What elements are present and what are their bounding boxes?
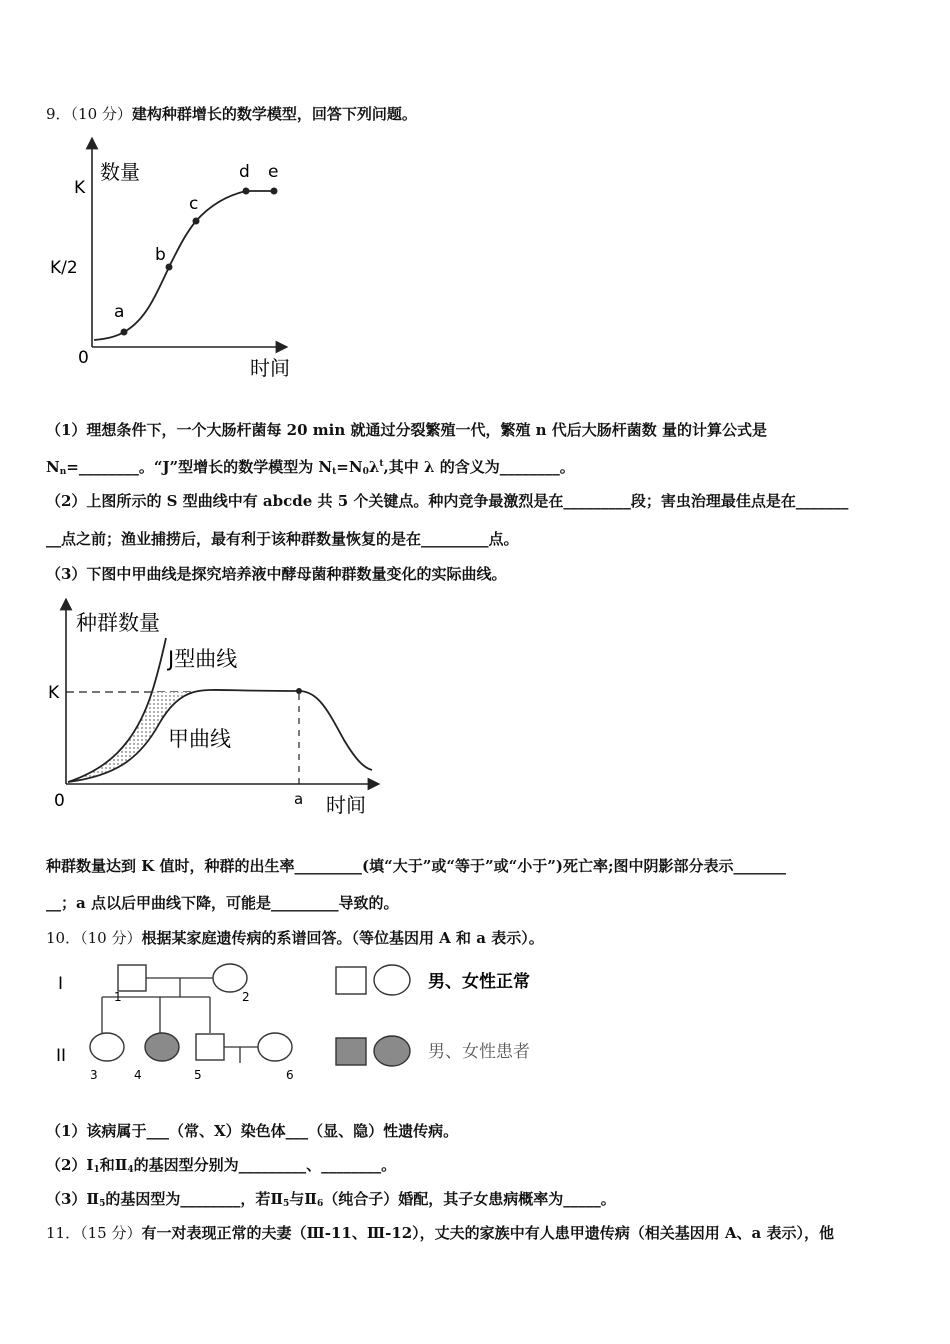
ii5-id: 5 (194, 1068, 202, 1082)
formula-sub-n: n (59, 467, 67, 477)
formula-lambda: λ (368, 458, 380, 476)
formula-sup-t: t (379, 459, 384, 469)
s-curve-figure (44, 135, 314, 385)
point-c-label: c (189, 194, 199, 214)
formula-text-2: =N (336, 458, 363, 476)
q11-stem: 有一对表现正常的夫妻（Ⅲ-11、Ⅲ-12），丈夫的家族中有人患甲遗传病（相关基因用 A、a 表示），他 (141, 1224, 834, 1242)
i1-id: 1 (114, 990, 122, 1004)
i1-male-normal (118, 965, 146, 991)
y-axis-label: 数量 (100, 160, 140, 184)
origin-label: 0 (54, 791, 65, 811)
ii6-id: 6 (286, 1068, 294, 1082)
q10-part1: （1）该病属于___（常、X）染色体___（显、隐）性遗传病。 (46, 1122, 459, 1140)
j-curve-label: J型曲线 (168, 647, 238, 671)
legend-male-normal (336, 967, 366, 994)
legend-normal-label: 男、女性正常 (428, 972, 530, 992)
legend-female-normal (374, 965, 410, 995)
point-b (166, 264, 173, 271)
q9-score: （10 分） (70, 105, 132, 123)
q10-part3-text-1: （3）Ⅱ (46, 1190, 100, 1208)
q10-part2-text-2: 和Ⅱ (99, 1156, 128, 1174)
point-c (193, 218, 200, 225)
jia-curve-label: 甲曲线 (168, 727, 231, 751)
point-d (243, 188, 250, 195)
q10-part3-text-2: 的基因型为________，若Ⅱ (105, 1190, 284, 1208)
point-d-label: d (239, 162, 250, 182)
q9-number: 9． (46, 105, 71, 123)
i2-female-normal (213, 964, 247, 992)
q10-part2-text-1: （2）Ⅰ (46, 1156, 94, 1174)
q10-part3-sub-1: 5 (99, 1199, 106, 1209)
q9-stem: 建构种群增长的数学模型，回答下列问题。 (131, 105, 417, 123)
point-e-label: e (268, 162, 279, 182)
ii3-female-normal (90, 1033, 124, 1061)
formula-n: N (46, 458, 60, 476)
q10-part3-sub-3: 6 (316, 1199, 324, 1209)
x-axis-label: 时间 (326, 793, 366, 817)
q10-part2-text-3: 的基因型分别为_________、________。 (133, 1156, 397, 1174)
q9-part3-line1: 种群数量达到 K 值时，种群的出生率_________(填“大于”或“等于”或“小于”)死亡率;图中阴影部分表示_______ (46, 857, 786, 875)
q11-number: 11． (46, 1224, 81, 1242)
legend-affected-label: 男、女性患者 (428, 1042, 530, 1062)
generation-i-label: I (58, 974, 64, 994)
point-e (271, 188, 278, 195)
q10-part3-text-3: 与Ⅱ (289, 1190, 317, 1208)
y-axis-label: 种群数量 (76, 611, 160, 635)
legend-male-affected (336, 1038, 366, 1065)
ii4-id: 4 (134, 1068, 142, 1082)
q10-part2-sub-1: 1 (93, 1165, 100, 1175)
q9-part2-line1: （2）上图所示的 S 型曲线中有 abcde 共 5 个关键点。种内竞争最激烈是在_________段；害虫治理最佳点是在_______ (46, 492, 849, 510)
generation-ii-label: II (56, 1046, 67, 1066)
point-a-marker (296, 688, 302, 694)
origin-label: 0 (78, 348, 89, 368)
q9-part1-line2 (46, 456, 575, 477)
point-a-label: a (294, 790, 304, 808)
i2-id: 2 (242, 990, 250, 1004)
ii5-male-normal (196, 1034, 224, 1060)
q11-score: （15 分） (80, 1224, 142, 1242)
k-half-label: K/2 (50, 258, 78, 278)
ii3-id: 3 (90, 1068, 98, 1082)
q10-part3-text-4: （纯合子）婚配，其子女患病概率为_____。 (323, 1190, 616, 1208)
q10-heading (46, 927, 544, 948)
q9-part3-line2: __；a 点以后甲曲线下降，可能是_________导致的。 (46, 894, 399, 912)
k-label: K (48, 683, 60, 703)
point-b-label: b (155, 245, 166, 265)
formula-text-1: =________。“J”型增长的数学模型为 N (66, 458, 333, 476)
q9-heading (46, 103, 417, 124)
q10-part3 (46, 1188, 616, 1209)
q11-heading (46, 1222, 834, 1243)
q10-part2-sub-2: 4 (127, 1165, 134, 1175)
point-a (121, 329, 128, 336)
q9-part3: （3）下图中甲曲线是探究培养液中酵母菌种群数量变化的实际曲线。 (46, 565, 507, 583)
q10-stem: 根据某家庭遗传病的系谱回答。（等位基因用 A 和 a 表示）。 (141, 929, 544, 947)
point-a-label: a (114, 302, 125, 322)
ii4-female-affected (145, 1033, 179, 1061)
formula-sub-0: 0 (362, 467, 369, 477)
q10-number: 10． (46, 929, 81, 947)
pedigree-figure (50, 955, 570, 1085)
k-label: K (74, 178, 86, 198)
x-axis-label: 时间 (250, 356, 290, 380)
formula-text-3: ,其中 λ 的含义为________。 (383, 458, 575, 476)
j-curve-figure (44, 598, 384, 823)
q9-part2-line2: __点之前；渔业捕捞后，最有利于该种群数量恢复的是在_________点。 (46, 530, 519, 548)
legend-female-affected (374, 1036, 410, 1066)
q9-part1-line1: （1）理想条件下，一个大肠杆菌每 20 min 就通过分裂繁殖一代，繁殖 n 代后大肠杆菌数 量的计算公式是 (46, 421, 768, 439)
q10-part2 (46, 1154, 396, 1175)
q10-score: （10 分） (80, 929, 142, 947)
q10-part3-sub-2: 5 (283, 1199, 290, 1209)
ii6-female-normal (258, 1033, 292, 1061)
formula-sub-t: t (332, 467, 337, 477)
